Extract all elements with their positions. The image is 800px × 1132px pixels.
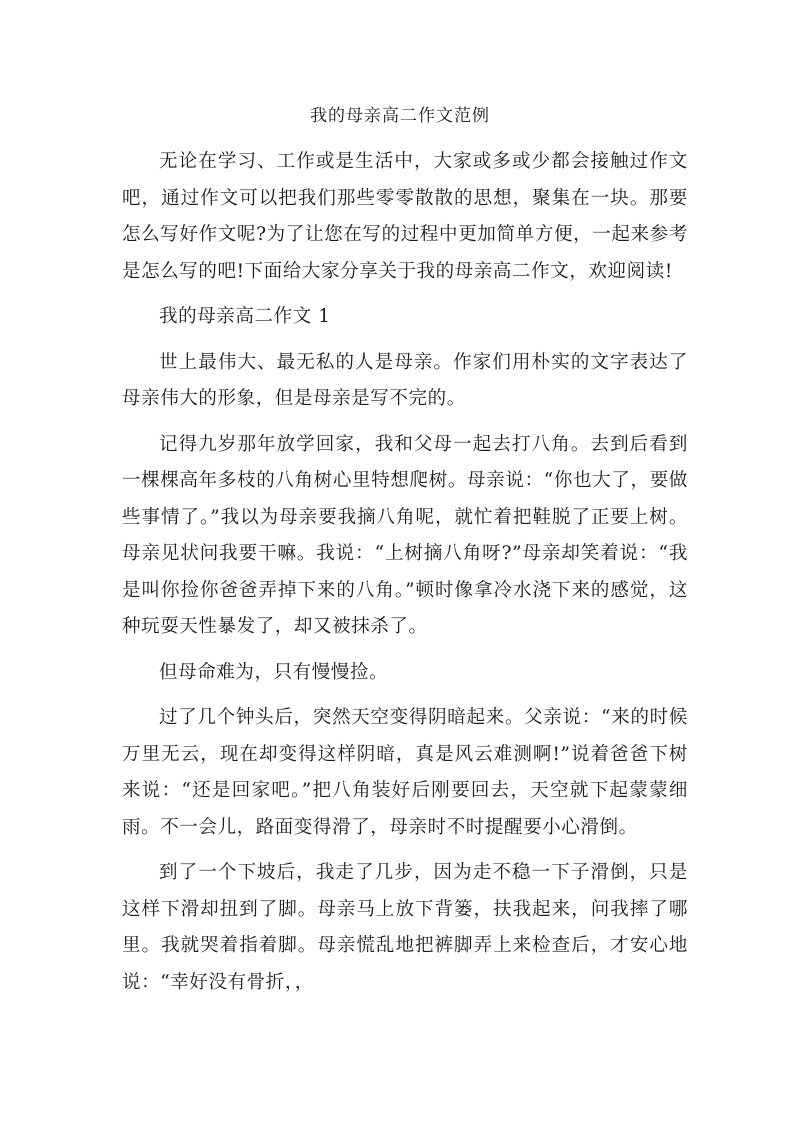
body-paragraph-5: 到了一个下坡后，我走了几步，因为走不稳一下子滑倒，只是这样下滑却扭到了脚。母亲马上放下背篓，扶我起来，问我摔了哪里。我就哭着指着脚。母亲慌乱地把裤脚弄上来检查后，才安心地说：“幸好没有骨折，，	[122, 862, 688, 993]
intro-paragraph: 无论在学习、工作或是生活中，大家或多或少都会接触过作文吧，通过作文可以把我们那些零零散散的思想，聚集在一块。那要怎么写好作文呢?为了让您在写的过程中更加简单方便，一起来参考是怎么写的吧!下面给大家分享关于我的母亲高二作文，欢迎阅读!	[122, 151, 688, 282]
section-heading: 我的母亲高二作文 1	[159, 306, 331, 327]
body-paragraph-4: 过了几个钟头后，突然天空变得阴暗起来。父亲说：“来的时候万里无云，现在却变得这样阴暗，真是风云难测啊!”说着爸爸下树来说：“还是回家吧。”把八角装好后刚要回去，天空就下起蒙蒙细雨。不一会儿，路面变得滑了，母亲时不时提醒要小心滑倒。	[122, 707, 688, 838]
body-paragraph-1: 世上最伟大、最无私的人是母亲。作家们用朴实的文字表达了母亲伟大的形象，但是母亲是写不完的。	[122, 351, 688, 409]
body-paragraph-3: 但母命难为，只有慢慢捡。	[159, 661, 389, 683]
document-title: 我的母亲高二作文范例	[310, 106, 490, 126]
body-paragraph-2: 记得九岁那年放学回家，我和父母一起去打八角。去到后看到一棵棵高年多枝的八角树心里特想爬树。母亲说：“你也大了，要做些事情了。”我以为母亲要我摘八角呢，就忙着把鞋脱了正要上树。母亲见状问我要干嘛。我说：“上树摘八角呀?”母亲却笑着说：“我是叫你捡你爸爸弄掉下来的八角。”顿时像拿冷水浇下来的感觉，这种玩耍天性暴发了，却又被抹杀了。	[122, 433, 688, 637]
document-body	[122, 144, 688, 1010]
